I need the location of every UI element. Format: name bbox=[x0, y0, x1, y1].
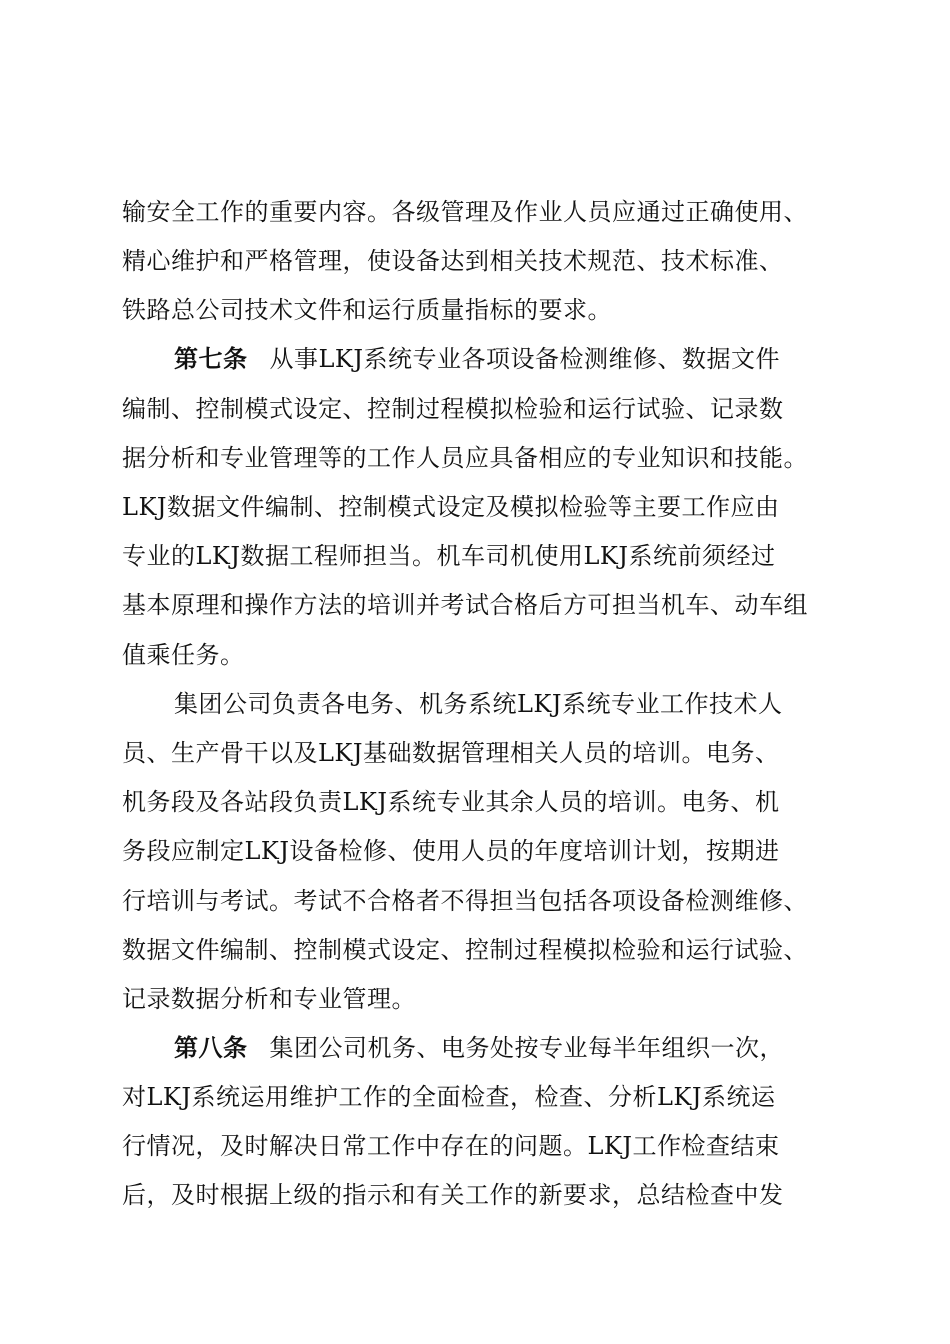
paragraph-line: 值乘任务。 bbox=[122, 641, 245, 669]
paragraph-line: LKJ数据文件编制、控制模式设定及模拟检验等主要工作应由 bbox=[122, 493, 780, 521]
paragraph-line: 输安全工作的重要内容。各级管理及作业人员应通过正确使用、 bbox=[122, 198, 808, 226]
article-8-label: 第八条 bbox=[174, 1034, 248, 1062]
paragraph-line: 务段应制定LKJ设备检修、使用人员的年度培训计划，按期进 bbox=[122, 837, 780, 865]
paragraph-line: 数据文件编制、控制模式设定、控制过程模拟检验和运行试验、 bbox=[122, 936, 808, 964]
article-7-label: 第七条 bbox=[174, 345, 248, 373]
article-8-text: 集团公司机务、电务处按专业每半年组织一次， bbox=[269, 1034, 784, 1062]
paragraph-line: 记录数据分析和专业管理。 bbox=[122, 985, 416, 1013]
paragraph-first-line: 集团公司负责各电务、机务系统LKJ系统专业工作技术人 bbox=[174, 690, 783, 718]
paragraph-line: 后，及时根据上级的指示和有关工作的新要求，总结检查中发 bbox=[122, 1181, 784, 1209]
paragraph-line: 铁路总公司技术文件和运行质量指标的要求。 bbox=[122, 296, 612, 324]
paragraph-line: 据分析和专业管理等的工作人员应具备相应的专业知识和技能。 bbox=[122, 444, 808, 472]
paragraph-line: 编制、控制模式设定、控制过程模拟检验和运行试验、记录数 bbox=[122, 395, 784, 423]
paragraph-line: 行情况，及时解决日常工作中存在的问题。LKJ工作检查结束 bbox=[122, 1132, 780, 1160]
paragraph-line: 员、生产骨干以及LKJ基础数据管理相关人员的培训。电务、 bbox=[122, 739, 780, 767]
article-7-text: 从事LKJ系统专业各项设备检测维修、数据文件 bbox=[269, 345, 780, 373]
paragraph-line: 行培训与考试。考试不合格者不得担当包括各项设备检测维修、 bbox=[122, 887, 808, 915]
paragraph-line: 基本原理和操作方法的培训并考试合格后方可担当机车、动车组 bbox=[122, 591, 808, 619]
paragraph-line: 机务段及各站段负责LKJ系统专业其余人员的培训。电务、机 bbox=[122, 788, 780, 816]
paragraph-line: 精心维护和严格管理，使设备达到相关技术规范、技术标准、 bbox=[122, 247, 784, 275]
paragraph-line: 对LKJ系统运用维护工作的全面检查，检查、分析LKJ系统运 bbox=[122, 1083, 776, 1111]
paragraph-line: 专业的LKJ数据工程师担当。机车司机使用LKJ系统前须经过 bbox=[122, 542, 776, 570]
article-7-first-line bbox=[174, 334, 842, 384]
article-8-first-line bbox=[174, 1023, 842, 1073]
